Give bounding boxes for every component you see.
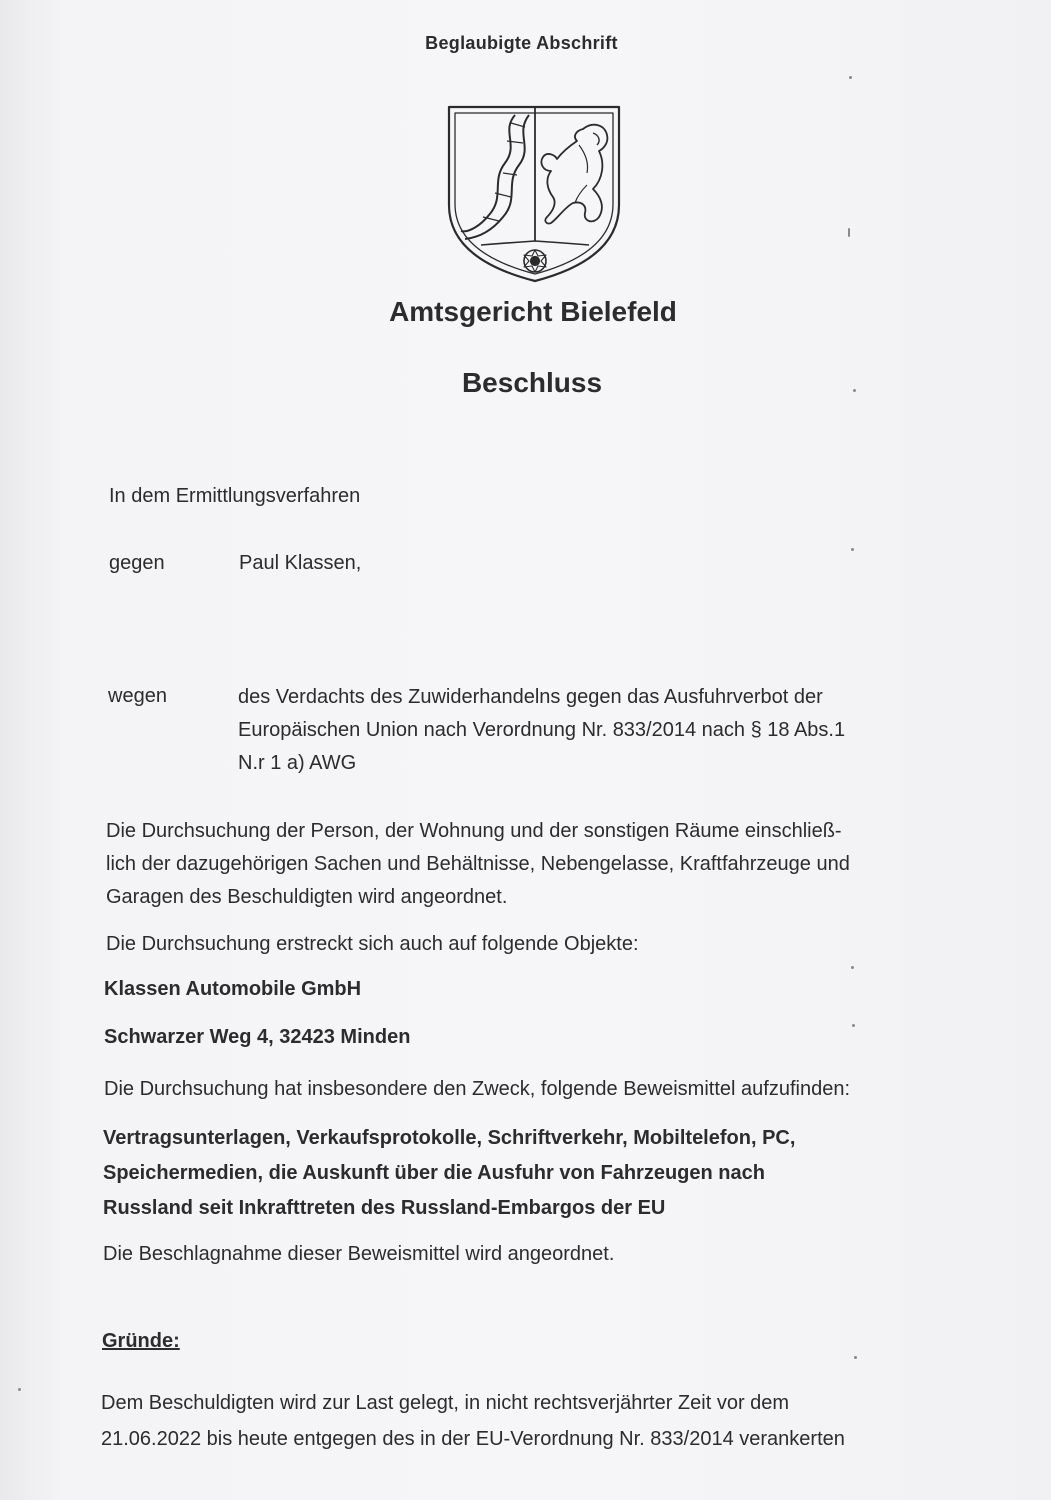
scan-speck [851, 966, 854, 969]
search-order-line: lich der dazugehörigen Sachen und Behältnisse, Nebengelasse, Kraftfahrzeuge und [106, 853, 850, 875]
evidence-line: Speichermedien, die Auskunft über die Ausfuhr von Fahrzeugen nach [103, 1162, 765, 1184]
charge-line: Europäischen Union nach Verordnung Nr. 833/2014 nach § 18 Abs.1 [238, 719, 846, 741]
because-label: wegen [108, 685, 167, 707]
document-title: Beschluss [461, 367, 603, 398]
defendant-name: Paul Klassen, [239, 552, 362, 574]
search-order-paragraph [106, 815, 850, 914]
scan-speck [849, 76, 852, 79]
evidence-list [103, 1121, 795, 1226]
search-purpose-text: Die Durchsuchung hat insbesondere den Zweck, folgende Beweismittel aufzufinden: [104, 1078, 850, 1100]
scan-speck [851, 548, 854, 551]
certified-copy-label: Beglaubigte Abschrift [425, 33, 618, 53]
search-order-line: Garagen des Beschuldigten wird angeordnet. [106, 886, 508, 908]
reasons-line: Dem Beschuldigten wird zur Last gelegt, in nicht rechtsverjährter Zeit vor dem [101, 1392, 790, 1414]
search-order-line: Die Durchsuchung der Person, der Wohnung und der sonstigen Räume einschließ- [106, 820, 842, 842]
charge-line: N.r 1 a) AWG [238, 752, 357, 774]
seizure-order-text: Die Beschlagnahme dieser Beweismittel wird angeordnet. [103, 1243, 615, 1265]
proceedings-intro: In dem Ermittlungsverfahren [109, 485, 361, 507]
charge-description [238, 681, 845, 780]
scan-speck [854, 1356, 857, 1359]
against-label: gegen [109, 552, 165, 574]
reasons-text [101, 1385, 845, 1457]
reasons-heading: Gründe: [102, 1330, 180, 1352]
evidence-line: Russland seit Inkrafttreten des Russland-Embargos der EU [103, 1197, 666, 1219]
search-extends-text: Die Durchsuchung erstreckt sich auch auf folgende Objekte: [106, 933, 639, 955]
evidence-line: Vertragsunterlagen, Verkaufsprotokolle, Schriftverkehr, Mobiltelefon, PC, [103, 1127, 796, 1149]
charge-line: des Verdachts des Zuwiderhandelns gegen das Ausfuhrverbot der [238, 686, 823, 708]
coat-of-arms-emblem [443, 93, 625, 289]
company-name: Klassen Automobile GmbH [104, 978, 362, 1000]
scan-speck [18, 1388, 21, 1391]
reasons-line: 21.06.2022 bis heute entgegen des in der EU-Verordnung Nr. 833/2014 verankerten [101, 1428, 845, 1450]
court-name: Amtsgericht Bielefeld [389, 296, 677, 327]
scan-speck [853, 389, 856, 392]
scan-speck [848, 228, 850, 237]
company-address: Schwarzer Weg 4, 32423 Minden [104, 1026, 411, 1048]
scan-speck [852, 1024, 855, 1027]
